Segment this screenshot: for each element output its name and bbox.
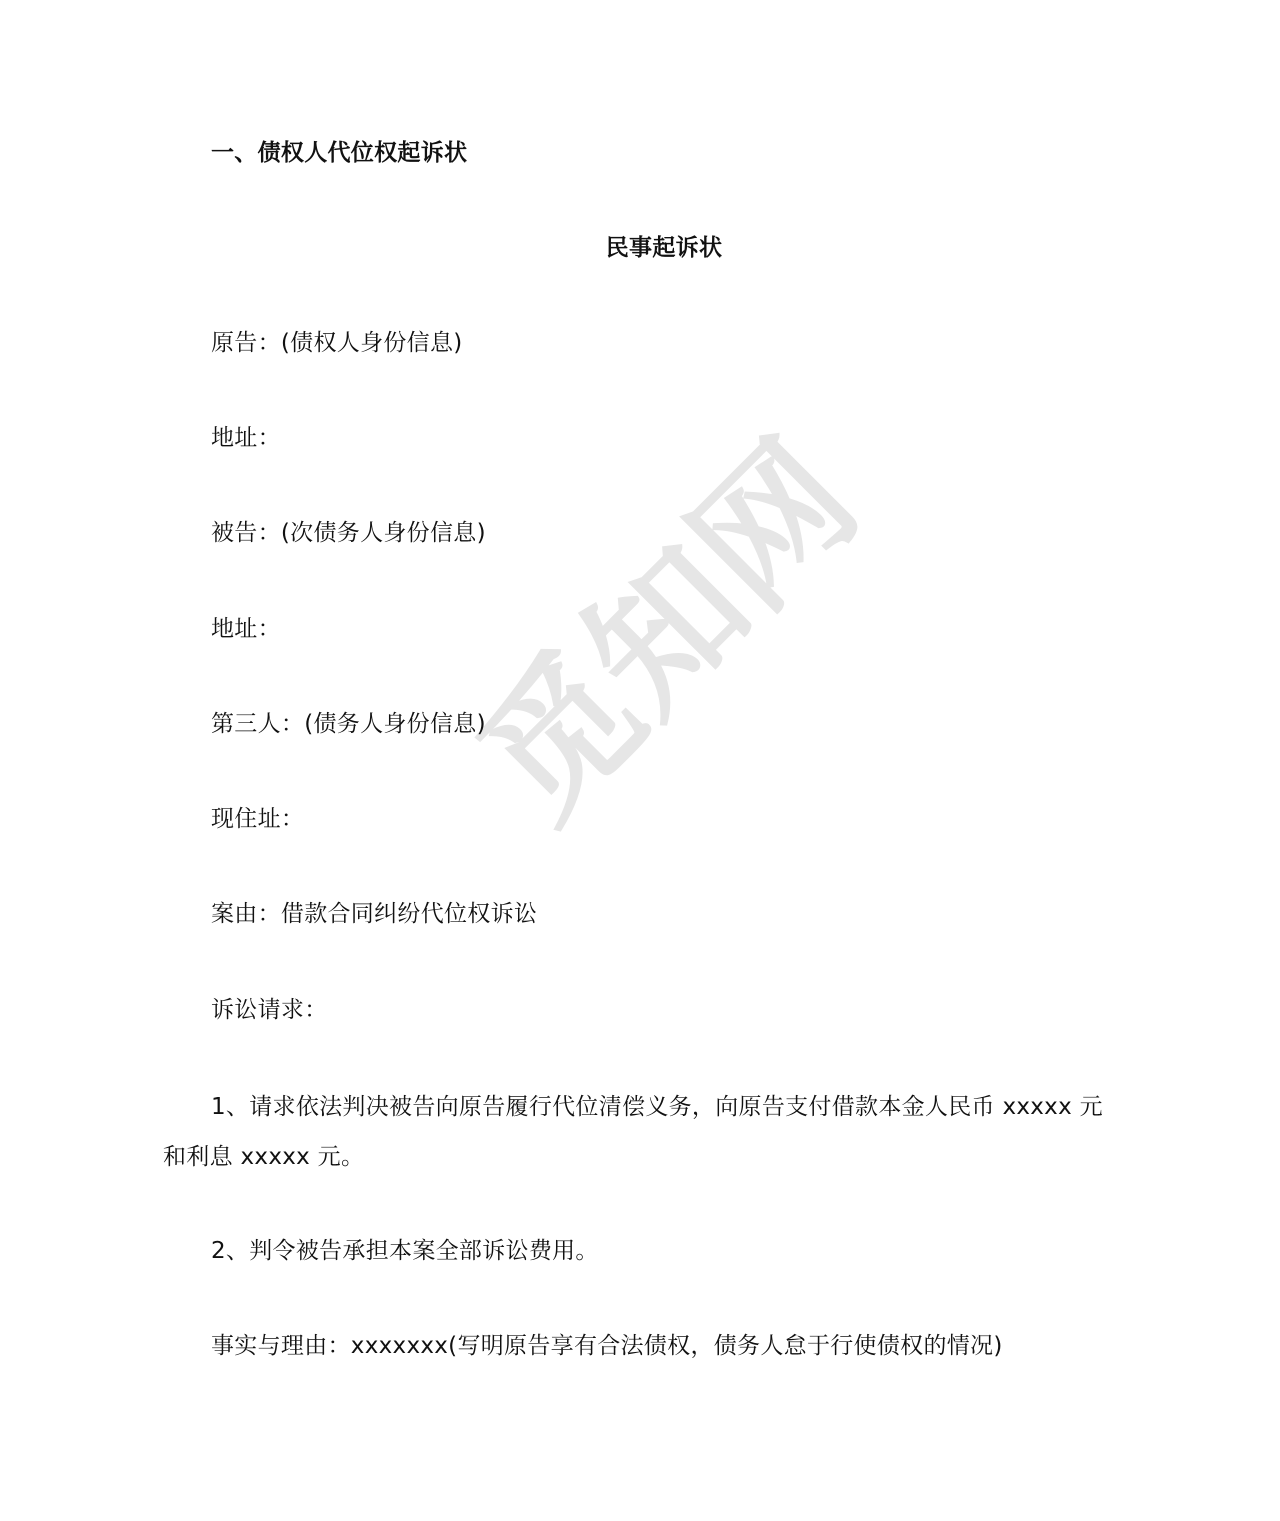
claims-label: 诉讼请求：: [211, 997, 328, 1023]
defendant-line: 被告：(次债务人身份信息): [211, 520, 486, 546]
watermark: 觅知网: [447, 410, 890, 853]
document-title: 民事起诉状: [605, 235, 723, 261]
claim-item-2: 2、判令被告承担本案全部诉讼费用。: [211, 1238, 599, 1264]
case-cause-line: 案由：借款合同纠纷代位权诉讼: [211, 901, 538, 927]
plaintiff-address-line: 地址：: [211, 425, 281, 451]
plaintiff-line: 原告：(债权人身份信息): [211, 330, 463, 356]
defendant-address-line: 地址：: [211, 616, 281, 642]
third-party-line: 第三人：(债务人身份信息): [211, 711, 486, 737]
third-party-address-line: 现住址：: [211, 806, 305, 832]
section-heading: 一、债权人代位权起诉状: [211, 140, 468, 166]
claim-item-1: 1、请求依法判决被告向原告履行代位清偿义务，向原告支付借款本金人民币 xxxxx 元和利息 xxxxx 元。: [163, 1094, 1103, 1170]
facts-and-reasons-line: 事实与理由：xxxxxxx(写明原告享有合法债权，债务人怠于行使债权的情况): [211, 1333, 1003, 1359]
